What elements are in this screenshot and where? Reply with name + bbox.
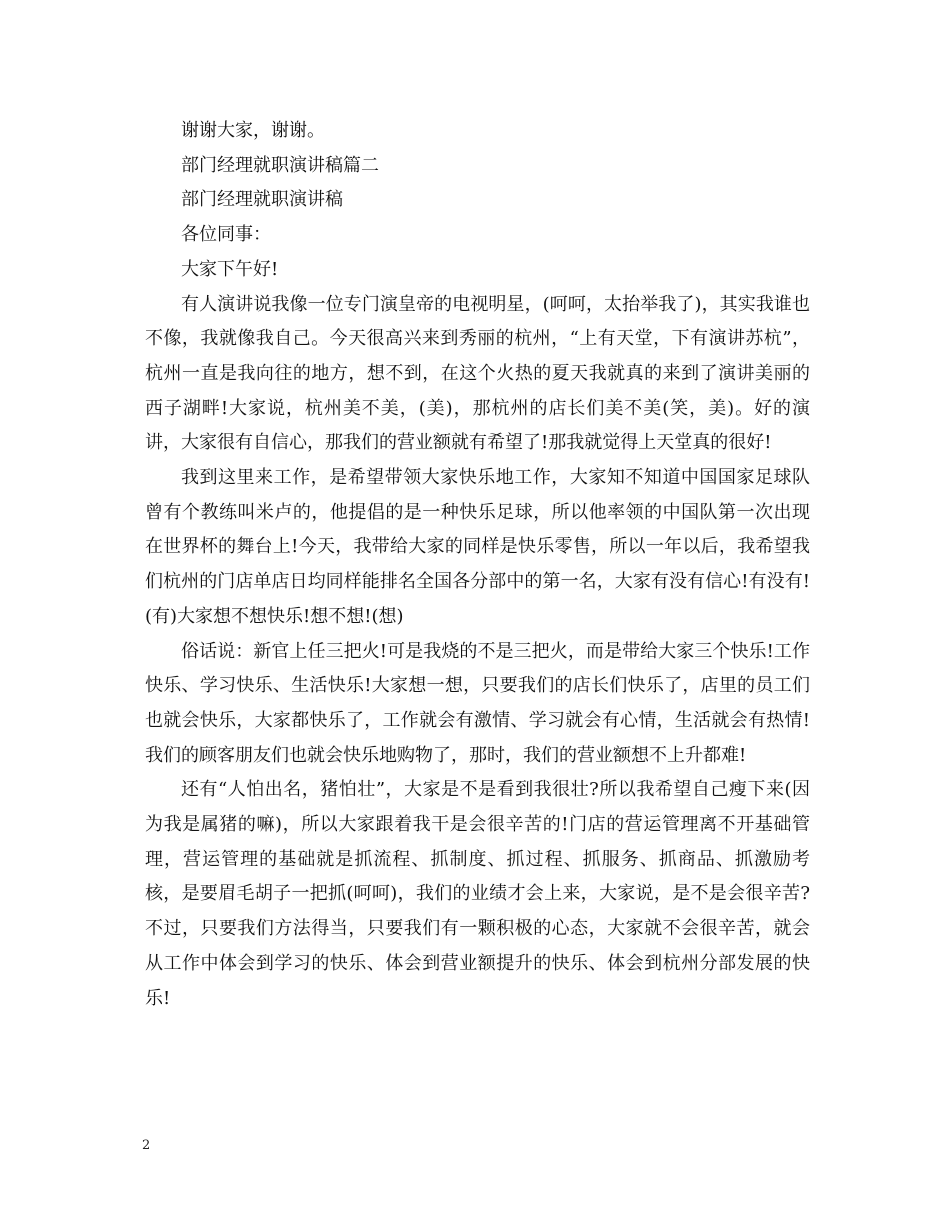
paragraph-intro: 有人演讲说我像一位专门演皇帝的电视明星，(呵呵，太抬举我了)，其实我谁也不像，我就像我自己。今天很高兴来到秀丽的杭州，“上有天堂，下有演讲苏杭”，杭州一直是我向往的地方，想不到，在这个火热的夏天我就真的来到了演讲美丽的西子湖畔!大家说，杭州美不美，(美)，那杭州的店长们美不美(笑，美)。好的演讲，大家很有自信心，那我们的营业额就有希望了!那我就觉得上天堂真的很好! bbox=[145, 293, 810, 454]
section-heading: 部门经理就职演讲稿篇二 bbox=[181, 154, 379, 176]
closing-thanks: 谢谢大家，谢谢。 bbox=[181, 120, 325, 141]
document-body bbox=[145, 114, 810, 1016]
speech-title: 部门经理就职演讲稿 bbox=[181, 189, 343, 211]
page-number: 2 bbox=[142, 1138, 151, 1153]
paragraph-three-happiness: 俗话说：新官上任三把火!可是我烧的不是三把火，而是带给大家三个快乐!工作快乐、学习快乐、生活快乐!大家想一想，只要我们的店长们快乐了，店里的员工们也就会快乐，大家都快乐了，工作就会有激情、学习就会有心情，生活就会有热情!我们的顾客朋友们也就会快乐地购物了，那时，我们的营业额想不上升都难! bbox=[145, 640, 810, 766]
paragraph-work-goal: 我到这里来工作，是希望带领大家快乐地工作，大家知不知道中国国家足球队曾有个教练叫米卢的，他提倡的是一种快乐足球，所以他率领的中国队第一次出现在世界杯的舞台上!今天，我带给大家的同样是快乐零售，所以一年以后，我希望我们杭州的门店单店日均同样能排名全国各分部中的第一名，大家有没有信心!有没有!(有)大家想不想快乐!想不想!(想) bbox=[145, 467, 810, 627]
paragraph-management: 还有“人怕出名，猪怕壮”，大家是不是看到我很壮?所以我希望自己瘦下来(因为我是属猪的嘛)，所以大家跟着我干是会很辛苦的!门店的营运管理离不开基础管理，营运管理的基础就是抓流程、抓制度、抓过程、抓服务、抓商品、抓激励考核，是要眉毛胡子一把抓(呵呵)，我们的业绩才会上来，大家说，是不是会很辛苦?不过，只要我们方法得当，只要我们有一颗积极的心态，大家就不会很辛苦，就会从工作中体会到学习的快乐、体会到营业额提升的快乐、体会到杭州分部发展的快乐! bbox=[145, 779, 810, 1009]
greeting: 大家下午好! bbox=[181, 258, 279, 280]
salutation: 各位同事： bbox=[181, 224, 271, 246]
